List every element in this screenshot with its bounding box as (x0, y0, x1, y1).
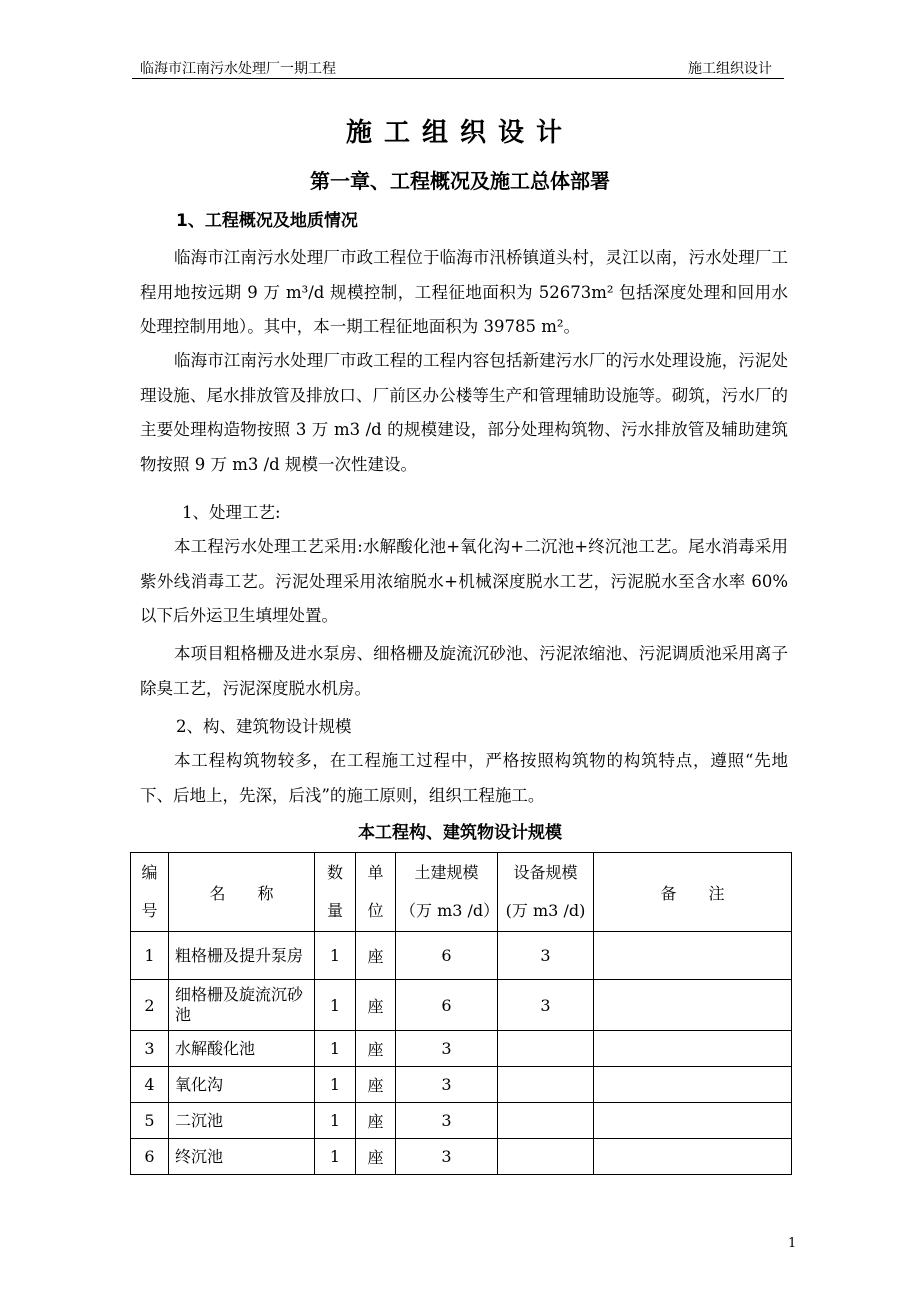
header-number: 编 号 (131, 853, 169, 932)
cell-unit: 座 (356, 1067, 396, 1103)
table-row (131, 980, 792, 1031)
cell-name: 终沉池 (169, 1139, 315, 1175)
cell-civil-scale: 3 (396, 1103, 498, 1139)
paragraph-construction-principle: 本工程构筑物较多，在工程施工过程中，严格按照构筑物的构筑特点，遵照“先地下、后地上，先深，后浅”的施工原则，组织工程施工。 (140, 751, 788, 805)
table-row (131, 1067, 792, 1103)
section-heading: 1、工程概况及地质情况 (176, 211, 358, 231)
header-quantity: 数 量 (315, 853, 356, 932)
header-project-name: 临海市江南污水处理厂一期工程 (140, 61, 336, 77)
cell-name: 二沉池 (169, 1103, 315, 1139)
cell-unit: 座 (356, 1031, 396, 1067)
paragraph-deodorization: 本项目粗格栅及进水泵房、细格栅及旋流沉砂池、污泥浓缩池、污泥调质池采用离子除臭工艺，污泥深度脱水机房。 (140, 644, 788, 698)
cell-remarks (594, 1103, 792, 1139)
paragraph-project-location: 临海市江南污水处理厂市政工程位于临海市汛桥镇道头村，灵江以南，污水处理厂工程用地按远期 9 万 m³/d 规模控制，工程征地面积为 52673m² 包括深度处理和回用水处理控制用地）。其中，本一期工程征地面积为 39785 m²。 (140, 248, 788, 336)
header-remarks: 备 注 (594, 853, 792, 932)
cell-quantity: 1 (315, 1067, 356, 1103)
cell-equipment-scale (498, 1067, 594, 1103)
header-document-name: 施工组织设计 (688, 61, 772, 77)
cell-equipment-scale: 3 (498, 980, 594, 1031)
cell-name: 细格栅及旋流沉砂池 (169, 980, 315, 1031)
paragraph-process: 本工程污水处理工艺采用:水解酸化池+氧化沟+二沉池+终沉池工艺。尾水消毒采用紫外线消毒工艺。污泥处理采用浓缩脱水+机械深度脱水工艺，污泥脱水至含水率 60%以下后外运卫生填埋处置。 (140, 537, 788, 625)
cell-civil-scale: 3 (396, 1139, 498, 1175)
cell-name: 粗格栅及提升泵房 (169, 932, 315, 980)
cell-remarks (594, 1031, 792, 1067)
cell-unit: 座 (356, 980, 396, 1031)
subheading-process: 1、处理工艺: (182, 503, 281, 522)
cell-quantity: 1 (315, 1031, 356, 1067)
cell-number: 4 (131, 1067, 169, 1103)
cell-name: 水解酸化池 (169, 1031, 315, 1067)
page-number: 1 (788, 1236, 797, 1251)
cell-equipment-scale (498, 1031, 594, 1067)
page-header (132, 54, 784, 79)
subheading-design-scale: 2、构、建筑物设计规模 (176, 717, 352, 736)
cell-number: 3 (131, 1031, 169, 1067)
cell-name: 氧化沟 (169, 1067, 315, 1103)
header-unit: 单 位 (356, 853, 396, 932)
cell-remarks (594, 1067, 792, 1103)
cell-unit: 座 (356, 932, 396, 980)
table-caption: 本工程构、建筑物设计规模 (358, 823, 562, 843)
header-civil-scale: 土建规模 （万 m3 /d） (396, 853, 498, 932)
cell-remarks (594, 932, 792, 980)
cell-civil-scale: 3 (396, 1067, 498, 1103)
table-header-row (131, 853, 792, 932)
cell-quantity: 1 (315, 1139, 356, 1175)
chapter-heading: 第一章、工程概况及施工总体部署 (310, 169, 610, 193)
cell-remarks (594, 1139, 792, 1175)
cell-civil-scale: 3 (396, 1031, 498, 1067)
cell-remarks (594, 980, 792, 1031)
cell-civil-scale: 6 (396, 980, 498, 1031)
document-title: 施工组织设计 (345, 118, 574, 148)
cell-number: 1 (131, 932, 169, 980)
cell-number: 6 (131, 1139, 169, 1175)
header-equipment-scale: 设备规模 (万 m3 /d) (498, 853, 594, 932)
cell-unit: 座 (356, 1139, 396, 1175)
table-row (131, 1031, 792, 1067)
cell-equipment-scale (498, 1139, 594, 1175)
cell-civil-scale: 6 (396, 932, 498, 980)
paragraph-project-scope: 临海市江南污水处理厂市政工程的工程内容包括新建污水厂的污水处理设施，污泥处理设施、尾水排放管及排放口、厂前区办公楼等生产和管理辅助设施等。砌筑，污水厂的主要处理构造物按照 3 万 m3 /d 的规模建设，部分处理构筑物、污水排放管及辅助建筑物按照 9 万 m3 /d 规模一次性建设。 (140, 351, 788, 474)
cell-equipment-scale: 3 (498, 932, 594, 980)
table-row (131, 1103, 792, 1139)
cell-quantity: 1 (315, 980, 356, 1031)
cell-number: 5 (131, 1103, 169, 1139)
cell-number: 2 (131, 980, 169, 1031)
design-scale-table (130, 852, 792, 1175)
table-row (131, 1139, 792, 1175)
cell-quantity: 1 (315, 932, 356, 980)
table-row (131, 932, 792, 980)
header-name: 名 称 (169, 853, 315, 932)
cell-equipment-scale (498, 1103, 594, 1139)
cell-quantity: 1 (315, 1103, 356, 1139)
cell-unit: 座 (356, 1103, 396, 1139)
